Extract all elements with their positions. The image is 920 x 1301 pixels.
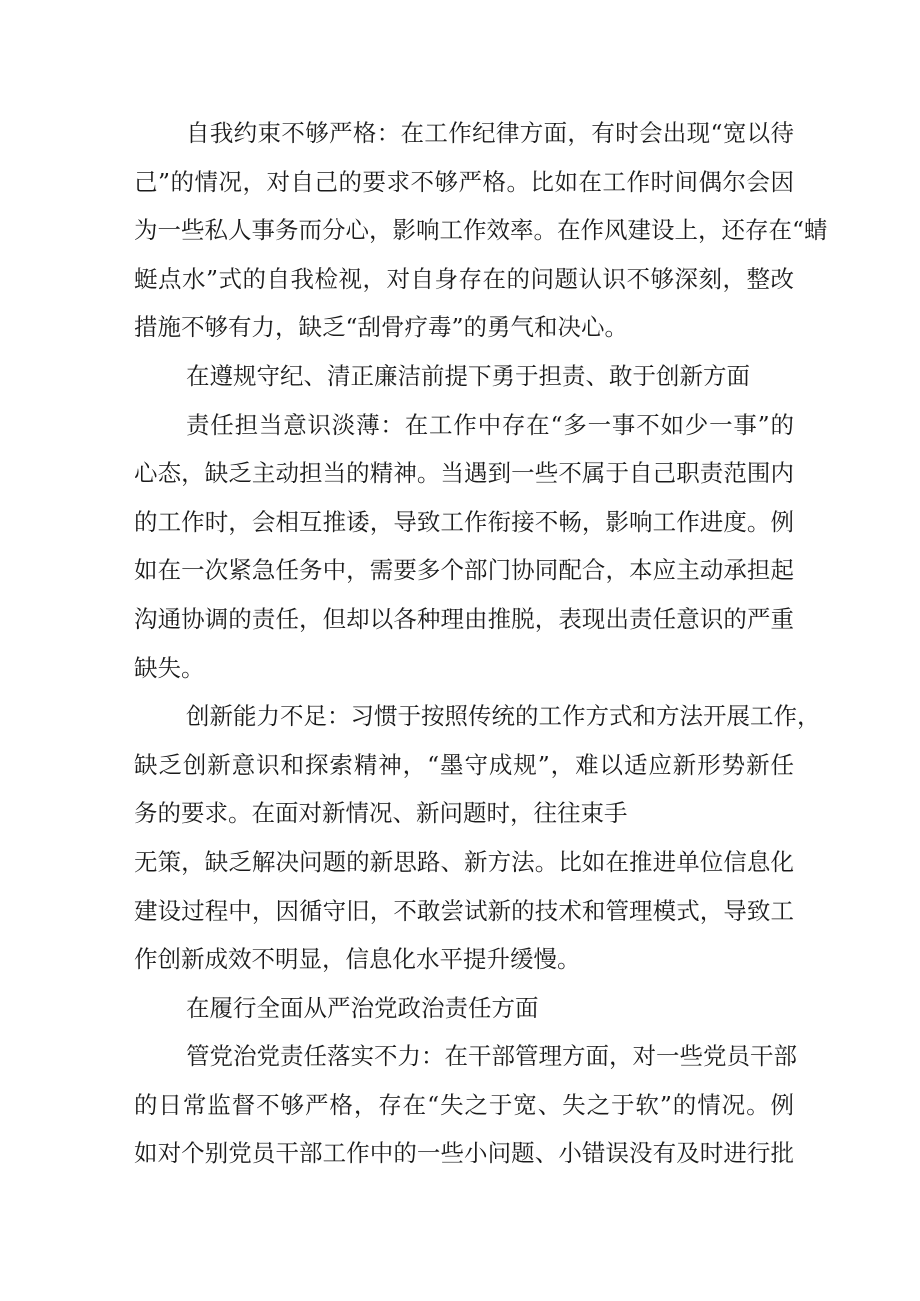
section-heading: 在履行全面从严治党政治责任方面 (186, 993, 539, 1022)
document-body (134, 113, 828, 1182)
text-line: 为一些私人事务而分心，影响工作效率。在作风建设上，还存在“蜻 (134, 216, 828, 245)
text-line: 责任担当意识淡薄：在工作中存在“多一事不如少一事”的 (186, 410, 794, 439)
text-line: 如对个别党员干部工作中的一些小问题、小错误没有及时进行批 (134, 1139, 794, 1168)
text-line: 缺乏创新意识和探索精神，“墨守成规”，难以适应新形势新任 (134, 750, 794, 779)
text-line: 措施不够有力，缺乏“刮骨疗毒”的勇气和决心。 (134, 313, 629, 342)
text-line: 己”的情况，对自己的要求不够严格。比如在工作时间偶尔会因 (134, 167, 794, 196)
text-line: 的工作时，会相互推诿，导致工作衔接不畅，影响工作进度。例 (134, 507, 794, 536)
text-line: 无策，缺乏解决问题的新思路、新方法。比如在推进单位信息化 (134, 847, 794, 876)
text-line: 沟通协调的责任，但却以各种理由推脱，表现出责任意识的严重 (134, 604, 794, 633)
text-line: 建设过程中，因循守旧，不敢尝试新的技术和管理模式，导致工 (134, 896, 794, 925)
text-line: 缺失。 (134, 653, 205, 682)
text-line: 创新能力不足：习惯于按照传统的工作方式和方法开展工作， (186, 702, 821, 731)
text-line: 蜓点水”式的自我检视，对自身存在的问题认识不够深刻，整改 (134, 264, 794, 293)
text-line: 作创新成效不明显，信息化水平提升缓慢。 (134, 945, 581, 974)
text-line: 自我约束不够严格：在工作纪律方面，有时会出现“宽以待 (186, 119, 794, 147)
text-line: 如在一次紧急任务中，需要多个部门协同配合，本应主动承担起 (134, 556, 794, 585)
text-line: 管党治党责任落实不力：在干部管理方面，对一些党员干部 (186, 1042, 797, 1071)
text-line: 务的要求。在面对新情况、新问题时，往往束手 (134, 799, 628, 828)
text-line: 心态，缺乏主动担当的精神。当遇到一些不属于自己职责范围内 (134, 459, 794, 488)
section-heading: 在遵规守纪、清正廉洁前提下勇于担责、敢于创新方面 (186, 361, 750, 390)
text-line: 的日常监督不够严格，存在“失之于宽、失之于软”的情况。例 (134, 1090, 794, 1119)
